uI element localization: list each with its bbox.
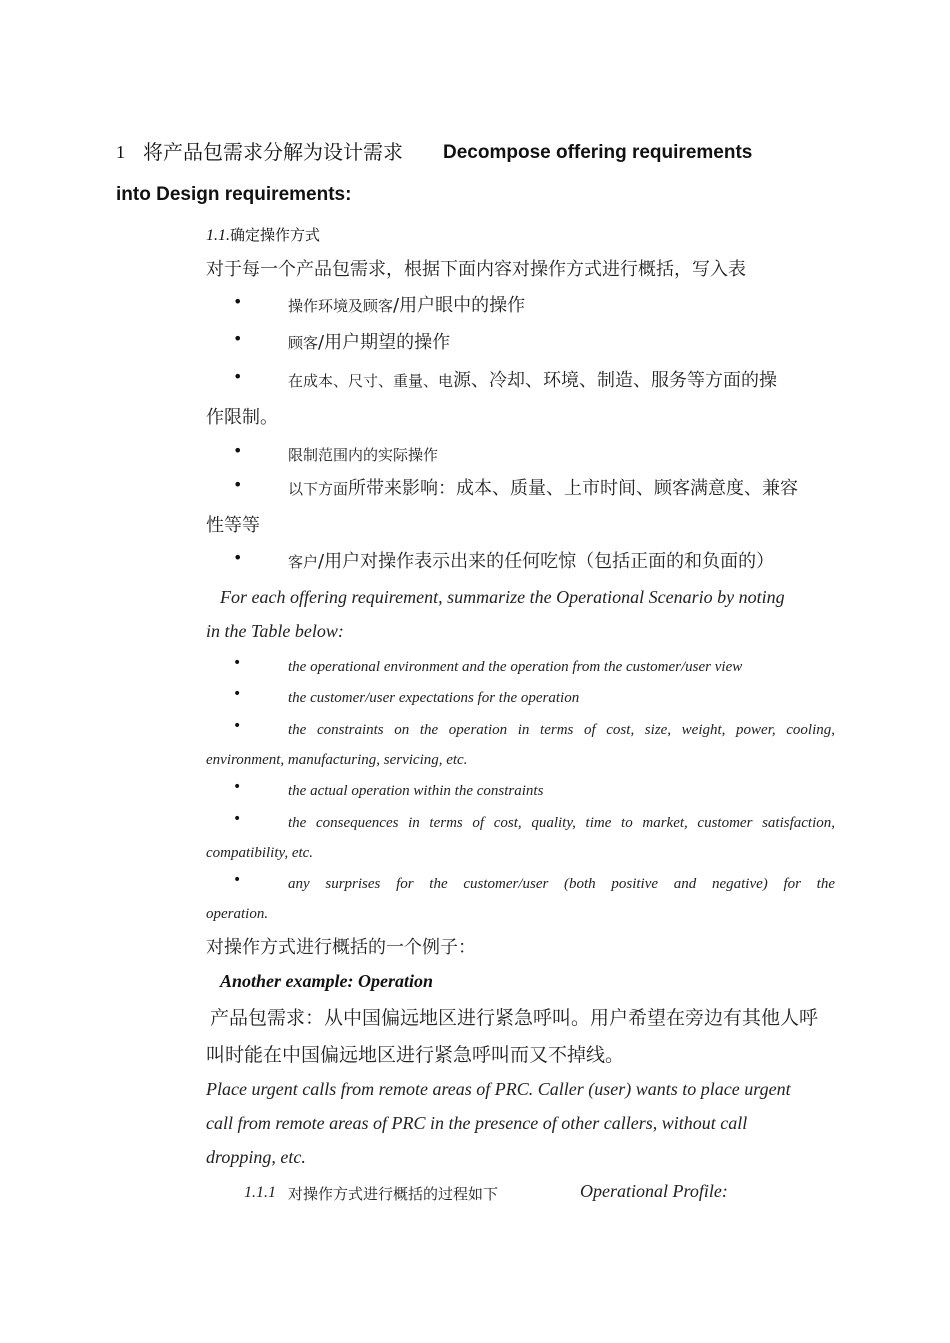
- bullet-marker: •: [233, 718, 242, 734]
- bullet-zh-5: 以下方面所带来影响：成本、质量、上市时间、顾客满意度、兼容: [288, 478, 799, 499]
- example-requirement-en-3: dropping, etc.: [206, 1147, 306, 1167]
- bullet-en-3-continued: environment, manufacturing, servicing, etc.: [206, 752, 468, 768]
- bullet-marker: •: [233, 441, 243, 460]
- bullet-en-2: the customer/user expectations for the operation: [288, 690, 580, 706]
- heading-number: 1: [116, 142, 125, 162]
- bullet-marker: •: [233, 292, 243, 311]
- bullet-zh-3: 在成本、尺寸、重量、电源、冷却、环境、制造、服务等方面的操: [288, 370, 778, 391]
- bullet-zh-2: 顾客/用户期望的操作: [288, 332, 451, 353]
- bullet-marker: •: [233, 779, 242, 795]
- bullet-zh-1: 操作环境及顾客/用户眼中的操作: [288, 295, 526, 316]
- bullet-en-5-continued: compatibility, etc.: [206, 845, 314, 861]
- bullet-zh-4: 限制范围内的实际操作: [288, 446, 439, 464]
- heading-title-en: Decompose offering requirements: [443, 142, 753, 163]
- bullet-marker: •: [233, 655, 242, 671]
- section-1-1-1-number: 1.1.1: [244, 1184, 276, 1201]
- section-intro-en-continued: in the Table below:: [206, 621, 344, 641]
- bullet-en-5: the consequences in terms of cost, quality, time to market, customer satisfaction,: [288, 815, 835, 831]
- section-1-1-heading: [206, 224, 320, 245]
- section-1-1-1-title-zh: 对操作方式进行概括的过程如下: [288, 1185, 499, 1203]
- bullet-en-6-continued: operation.: [206, 906, 269, 922]
- example-title-en: Another example: Operation: [220, 971, 434, 991]
- example-requirement-zh-continued: 叫时能在中国偏远地区进行紧急呼叫而又不掉线。: [206, 1044, 625, 1066]
- section-1-1-1-title-en: Operational Profile:: [580, 1181, 728, 1201]
- section-intro-zh: 对于每一个产品包需求，根据下面内容对操作方式进行概括，写入表: [206, 259, 746, 280]
- bullet-en-6: any surprises for the customer/user (both positive and negative) for the: [288, 876, 835, 892]
- bullet-en-1: the operational environment and the operation from the customer/user view: [288, 659, 743, 675]
- bullet-marker: •: [233, 872, 242, 888]
- section-intro-en: For each offering requirement, summarize the Operational Scenario by noting: [220, 587, 785, 607]
- bullet-en-4: the actual operation within the constraints: [288, 783, 544, 799]
- example-requirement-en-1: Place urgent calls from remote areas of PRC. Caller (user) wants to place urgent: [206, 1079, 791, 1099]
- example-requirement-zh: 产品包需求：从中国偏远地区进行紧急呼叫。用户希望在旁边有其他人呼: [210, 1007, 819, 1029]
- example-requirement-en-2: call from remote areas of PRC in the presence of other callers, without call: [206, 1113, 748, 1133]
- bullet-zh-3-continued: 作限制。: [206, 407, 278, 428]
- bullet-marker: •: [233, 475, 243, 494]
- bullet-en-3: the constraints on the operation in terms of cost, size, weight, power, cooling,: [288, 722, 835, 738]
- section-number: 1.1.: [206, 227, 230, 244]
- bullet-marker: •: [233, 811, 242, 827]
- bullet-marker: •: [233, 548, 243, 567]
- section-title: 确定操作方式: [230, 226, 321, 244]
- bullet-marker: •: [233, 329, 243, 348]
- bullet-zh-6: 客户/用户对操作表示出来的任何吃惊（包括正面的和负面的）: [288, 551, 775, 572]
- bullet-marker: •: [233, 367, 243, 386]
- bullet-marker: •: [233, 686, 242, 702]
- bullet-zh-5-continued: 性等等: [206, 515, 260, 536]
- example-intro-zh: 对操作方式进行概括的一个例子：: [206, 937, 476, 958]
- heading-title-en-continued: into Design requirements:: [116, 184, 352, 205]
- heading-title-zh: 将产品包需求分解为设计需求: [143, 140, 403, 164]
